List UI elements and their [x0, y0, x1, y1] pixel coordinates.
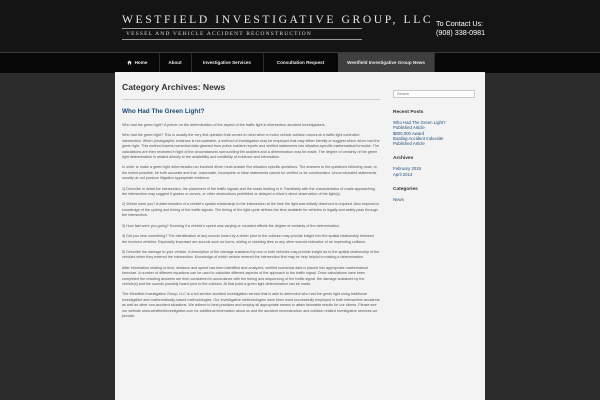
post-paragraph: After information relating to time, distance and speed has been identified and analyzed, verified numerical data is placed into appropriate mathematical formulae. A number of different equations can be used to calculate different aspects of the approach to the traffic signal. Once calculations have been completed the resulting answers are then considered in accordance with the timing and sequencing of the traffic signal, the damage sustained by the vehicle(s) and the sounds possibly heard prior to the collision. At that point a green light determination can be made. [122, 265, 368, 286]
post-paragraph: 3) How fast were you going? Knowing if a vehicle's speed was varying or constant affects the degree of certainty of the determination. [122, 223, 340, 228]
recent-post-link[interactable]: Published Article [393, 125, 425, 131]
contact-info [436, 19, 485, 37]
sidebar [393, 82, 478, 212]
recent-post-link[interactable]: Who Had The Green Light? [393, 120, 446, 125]
nav-item-label: Consultation Request [276, 60, 325, 65]
archives-title: Archives [393, 156, 414, 162]
title-divider [122, 99, 380, 100]
site-header [0, 0, 600, 52]
main-nav [0, 52, 600, 73]
post-paragraph: In order to make a green light determination an involved driver must answer five situation specific questions. The answers to the questions following must, to the extent possible, be both accurate and true. Inaccurate, incomplete or false statements cannot be verified or be corroborated. Uncorroborated statements usually do not produce litigation appropriate evidence. [122, 165, 377, 181]
archive-link[interactable]: February 2019 [393, 166, 421, 172]
logo-divider-bottom [122, 39, 362, 40]
nav-item-about[interactable] [159, 53, 192, 73]
contact-label: To Contact Us: [436, 19, 484, 28]
recent-post-link[interactable]: Boating Accident Inducsite [393, 135, 444, 141]
post-paragraph: 1) Describe in detail the intersection, the placement of the traffic signals and the roads leading to it. Familiarity with the characteristics of roads approaching the intersection may suggest if grades or curves, or other obstructions prohibited or delayed a driver's direct observation of the light(s). [122, 186, 375, 197]
post-paragraph: The Westfield Investigative Group, LLC is a full service accident investigation service that is able to determine who had the green light using traditional investigative and mathematically-based methodologies. Our investigative methodologies have been used successfully employed in both intersection accidents as well as other non-accident situations. We adhere to best practices and employ all appropriate means to attain favorable results for our clients. Please see our website www.westfieldinvestigative.com for additional information about us and the accident reconstruction and collision related investigative services we provide. [122, 292, 380, 318]
post-paragraph: 2) Where were you? A determination of a vehicle's spatial relationship to the intersection at the time the light was initially observed is required. Also required is knowledge of the cycling and timing of the traffic signals. The timing of the light cycle defines the time available for vehicles to legally and safely pass through the intersection. [122, 202, 380, 218]
category-link[interactable]: News [393, 197, 404, 203]
main-column [122, 82, 380, 324]
nav-item-label: Westfield Investigative Group News [347, 60, 425, 65]
nav-item-home[interactable] [115, 53, 160, 73]
post-title-link[interactable]: Who Had The Green Light? [122, 108, 205, 115]
archives-widget [393, 156, 478, 177]
nav-item-news[interactable] [338, 53, 435, 73]
post-paragraph: Who had the green light? This is usually the very first question that comes to mind when a motor vehicle collision occurs at a traffic light controlled intersection. When photographic evidence is not available, a method of investigation may be employed that may either identify or suggest which driver had the green light. This method inserts numerical data gleaned from police incident reports and verified statements into situation-specific mathematical formulae. The calculations are then reviewed in light of the circumstances surrounding the accident and a determination may be made. The degree of certainty of the green light determination is related directly to the availability and credibility of evidence and information. [122, 133, 380, 160]
archive-link[interactable]: April 2014 [393, 171, 413, 177]
nav-item-consultation-request[interactable] [263, 53, 339, 73]
archive-title: Category Archives: News [122, 82, 226, 92]
search-input[interactable] [393, 90, 475, 98]
company-tagline: VESSEL AND VEHICLE ACCIDENT RECONSTRUCTION [126, 31, 312, 37]
recent-posts-title: Recent Posts [393, 110, 424, 115]
recent-posts-widget [393, 110, 478, 146]
nav-item-label: Home [134, 60, 148, 65]
post-paragraph: 5) Describe the damage to your vehicle. A description of the damage sustained by one or both vehicles may provide insight as to the spatial relationship of the vehicles when they entered the intersection. Knowledge of which vehicle entered the intersection first may be help helpful in making a determination. [122, 249, 380, 260]
nav-item-label: Investigative Services [202, 60, 251, 65]
recent-post-link[interactable]: $800,000 Award [393, 130, 424, 136]
post-paragraph: Who had the green light? A primer on the determination of the aspect of the traffic light in intersection accident investigations. [122, 123, 326, 127]
categories-title: Categories [393, 187, 418, 193]
contact-phone[interactable]: (908) 338-0981 [436, 28, 486, 37]
home-icon [127, 60, 132, 65]
logo-divider-top [122, 28, 362, 29]
categories-widget [393, 187, 478, 202]
content-area [115, 72, 485, 400]
company-name[interactable]: WESTFIELD INVESTIGATIVE GROUP, LLC [122, 13, 434, 26]
recent-post-link[interactable]: Published Article [393, 141, 425, 147]
post-paragraph: 4) Did you hear something? The identification of any sounds heard by a driver prior to the collision may provide insight into the spatial relationship between the involved vehicles. Especially important are sounds such as horns, sliding or skidding tires or any other sounds indicative of an impending collision. [122, 234, 375, 244]
nav-item-label: About [168, 60, 182, 65]
nav-item-investigative-services[interactable] [191, 53, 264, 73]
